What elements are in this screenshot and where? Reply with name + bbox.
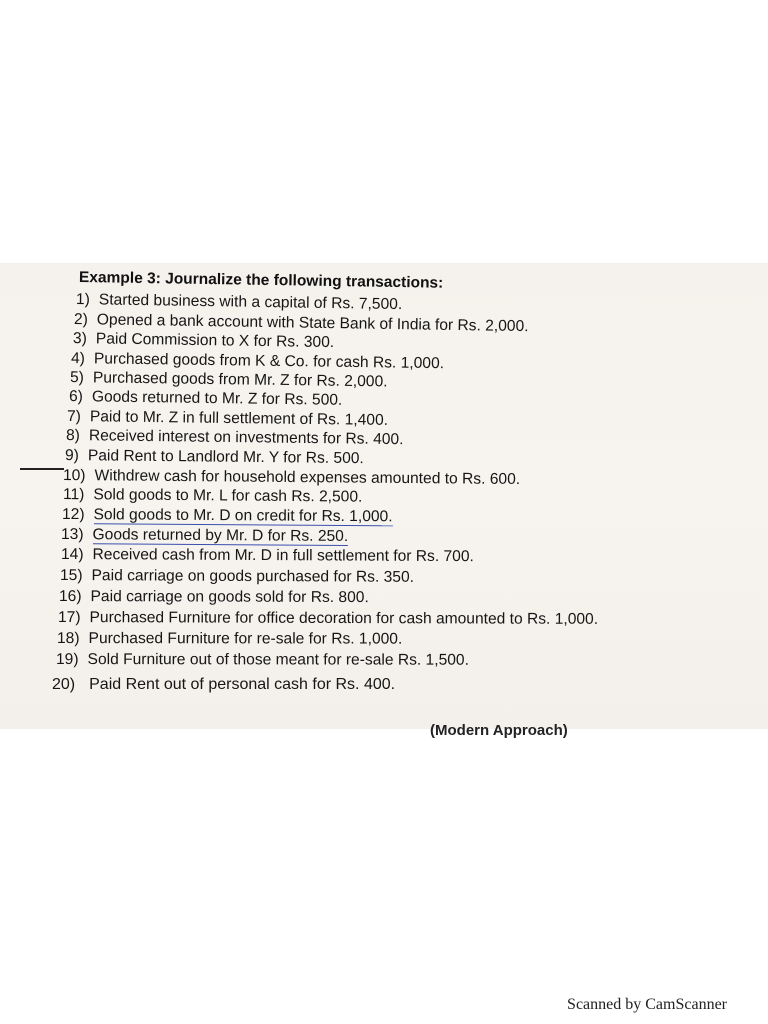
transaction-item <box>60 567 414 587</box>
item-number: 20) <box>52 676 76 693</box>
transaction-item <box>56 651 469 670</box>
pen-mark <box>20 468 64 470</box>
transaction-item <box>63 486 363 507</box>
item-number: 5) <box>69 369 84 387</box>
item-number: 18) <box>56 630 80 648</box>
item-number: 6) <box>68 388 83 406</box>
example-heading: Example 3: Journalize the following transactions: <box>78 269 444 292</box>
item-number: 8) <box>65 427 80 445</box>
item-text: Paid Commission to X for Rs. 300. <box>95 330 335 352</box>
item-number: 4) <box>70 350 85 368</box>
scanner-watermark: Scanned by CamScanner <box>567 996 727 1013</box>
item-text: Sold goods to Mr. L for cash Rs. 2,500. <box>93 486 363 506</box>
transaction-item <box>59 588 369 607</box>
item-number: 12) <box>61 506 85 524</box>
item-text: Goods returned to Mr. Z for Rs. 500. <box>91 388 343 409</box>
transaction-item <box>69 388 343 410</box>
item-number: 13) <box>60 526 84 544</box>
item-text: Received interest on investments for Rs. 400. <box>88 427 404 449</box>
item-number: 3) <box>72 330 88 348</box>
item-text: Started business with a capital of Rs. 7,500. <box>98 291 403 314</box>
transaction-item <box>58 609 598 629</box>
item-text: Purchased Furniture for re-sale for Rs. 1,000. <box>88 630 403 648</box>
item-number: 2) <box>73 311 89 329</box>
item-text: Paid to Mr. Z in full settlement of Rs. 1,400. <box>89 408 389 429</box>
item-text: Purchased goods from K & Co. for cash Rs. 1,000. <box>93 350 445 373</box>
transaction-item <box>65 447 364 468</box>
transaction-item <box>61 546 474 566</box>
item-text: Paid carriage on goods sold for Rs. 800. <box>90 588 369 607</box>
cut-off-text: (Modern Approach) <box>430 722 568 739</box>
item-text: Goods returned by Mr. D for Rs. 250. <box>92 526 349 546</box>
item-text: Opened a bank account with State Bank of India for Rs. 2,000. <box>96 311 529 336</box>
item-number: 16) <box>58 588 82 606</box>
item-number: 15) <box>59 567 83 585</box>
item-number: 11) <box>62 486 85 504</box>
transaction-item <box>62 506 393 526</box>
item-number: 17) <box>57 609 81 627</box>
item-text: Paid Rent out of personal cash for Rs. 400. <box>89 676 396 693</box>
transaction-item <box>52 676 395 694</box>
item-text: Sold Furniture out of those meant for re-sale Rs. 1,500. <box>87 651 469 669</box>
item-number: 7) <box>66 408 81 426</box>
item-number: 14) <box>60 546 84 564</box>
transaction-item <box>61 526 348 546</box>
item-text: Purchased Furniture for office decoration for cash amounted to Rs. 1,000. <box>89 609 599 628</box>
item-text: Purchased goods from Mr. Z for Rs. 2,000. <box>92 369 388 391</box>
item-number: 1) <box>75 291 91 309</box>
item-text: Paid Rent to Landlord Mr. Y for Rs. 500. <box>87 447 364 468</box>
item-number: 10) <box>62 467 86 485</box>
item-text: Withdrew cash for household expenses amounted to Rs. 600. <box>94 467 521 488</box>
item-number: 19) <box>55 651 79 669</box>
item-text: Sold goods to Mr. D on credit for Rs. 1,000. <box>93 506 393 526</box>
transaction-item <box>57 630 402 649</box>
item-text: Paid carriage on goods purchased for Rs. 350. <box>91 567 415 586</box>
item-number: 9) <box>64 447 79 465</box>
item-text: Received cash from Mr. D in full settlement for Rs. 700. <box>92 546 474 566</box>
